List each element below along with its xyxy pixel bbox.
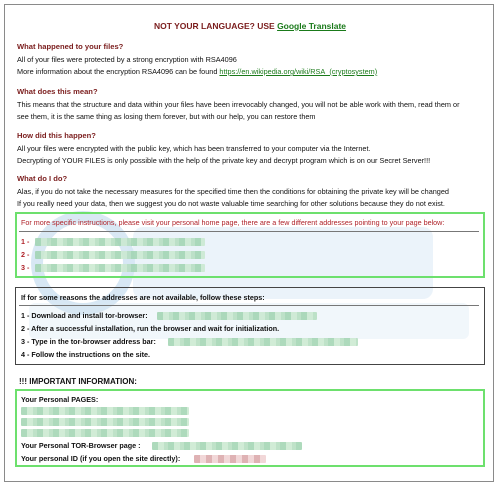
language-banner	[5, 21, 494, 31]
redacted-tor-url[interactable]	[157, 312, 317, 320]
redacted-onion-address[interactable]	[168, 338, 358, 346]
redacted-address-2[interactable]	[35, 251, 205, 259]
address-item: 2 -	[21, 250, 30, 259]
personal-pages-label: Your Personal PAGES:	[21, 395, 99, 404]
important-title: !!! IMPORTANT INFORMATION:	[19, 377, 137, 386]
redacted-page-1[interactable]	[21, 407, 189, 415]
address-item: 1 -	[21, 237, 30, 246]
redacted-address-1[interactable]	[35, 238, 205, 246]
section-how-happen	[17, 130, 487, 168]
section-what-do	[17, 173, 487, 211]
section-line: If you really need your data, then we suggest you do not waste valuable time searching for other solutions because they do not exist.	[17, 199, 445, 208]
personal-id-label: Your personal ID (if you open the site directly):	[21, 454, 181, 463]
rsa-wiki-link[interactable]: https://en.wikipedia.org/wiki/RSA_(cryptosystem)	[219, 67, 378, 76]
section-line: Alas, if you do not take the necessary measures for the specified time then the conditions for obtaining the private key will be changed	[17, 186, 449, 196]
section-heading: What does this mean?	[17, 87, 98, 96]
redacted-address-3[interactable]	[35, 264, 205, 272]
step-item: 2 - After a successful installation, run the browser and wait for initialization.	[21, 324, 280, 333]
redacted-tor-page[interactable]	[152, 442, 302, 450]
ransom-note-page	[4, 4, 494, 482]
section-line: This means that the structure and data within your files have been irrevocably changed, you will not be able work with them, read them or	[17, 99, 460, 109]
section-heading: How did this happen?	[17, 131, 96, 140]
step-item: 3 - Type in the tor-browser address bar:	[21, 337, 156, 346]
section-line: Decrypting of YOUR FILES is only possible with the help of the private key and decrypt program which is on our Secret Server!!!	[17, 156, 431, 165]
instructions-intro: For more specific instructions, please visit your personal home page, there are a few different addresses pointing to your page below:	[21, 218, 445, 227]
section-what-mean	[17, 86, 487, 124]
redacted-page-2[interactable]	[21, 418, 189, 426]
language-banner-text: NOT YOUR LANGUAGE? USE	[153, 21, 278, 31]
section-heading: What do I do?	[17, 174, 68, 183]
address-item: 3 -	[21, 263, 30, 272]
steps-title: If for some reasons the addresses are not available, follow these steps:	[21, 293, 265, 302]
redacted-personal-id	[194, 455, 266, 463]
step-item: 4 - Follow the instructions on the site.	[21, 350, 150, 359]
step-item: 1 - Download and install tor-browser:	[21, 311, 148, 320]
tor-page-label: Your Personal TOR-Browser page :	[21, 441, 141, 450]
section-line: see them, it is the same thing as losing them forever, but with our help, you can restore them	[17, 112, 316, 121]
google-translate-link[interactable]: Google Translate	[277, 21, 347, 31]
divider	[19, 305, 479, 306]
section-heading: What happened to your files?	[17, 42, 124, 51]
section-line: All of your files were protected by a strong encryption with RSA4096	[17, 54, 237, 64]
section-line: All your files were encrypted with the public key, which has been transferred to your computer via the Internet.	[17, 143, 371, 153]
divider	[19, 231, 479, 232]
section-line-text: More information about the encryption RSA4096 can be found	[17, 67, 220, 76]
redacted-page-3[interactable]	[21, 429, 189, 437]
section-what-happened	[17, 41, 487, 79]
section-line	[17, 66, 487, 79]
